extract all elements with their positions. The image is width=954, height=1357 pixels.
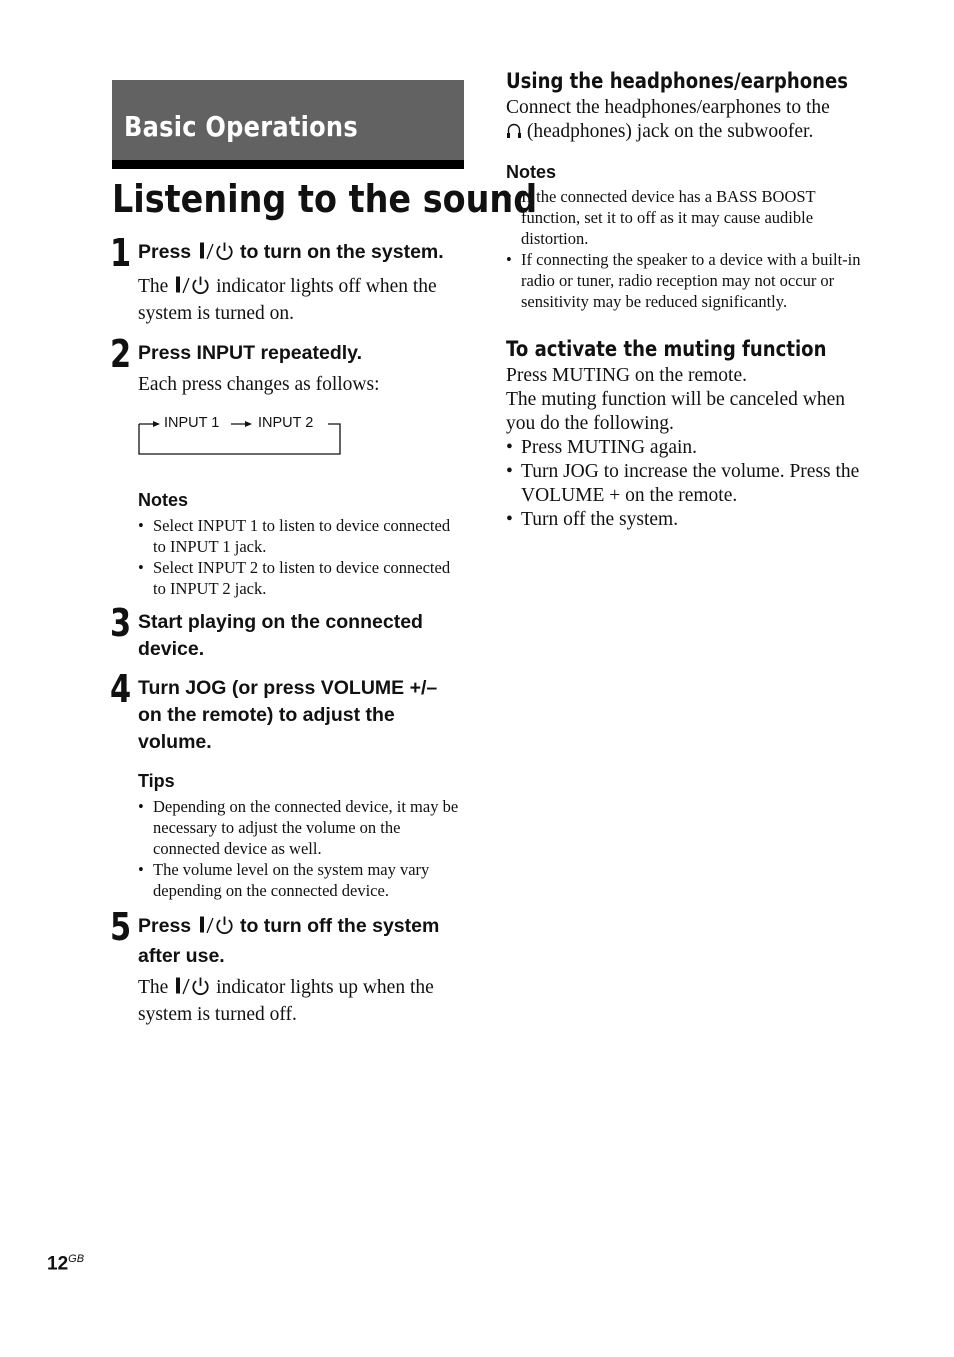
muting-list [506,436,866,532]
tips-label: Tips [138,771,175,791]
list-item: • Select INPUT 2 to listen to device connected to INPUT 2 jack. [138,557,464,599]
step-body: The indicator lights off when the system is turned on. [138,276,437,324]
step-number: 1 [110,231,132,275]
list-item: • The volume level on the system may vary depending on the connected device. [138,859,464,901]
power-standby-icon [173,275,211,302]
step-heading: Press to turn on the system. [138,239,464,269]
notes-list [138,515,464,599]
step-number: 4 [110,667,132,711]
right-column [506,66,866,532]
left-column [110,80,538,1027]
step-heading: Start playing on the connected device. [138,611,423,660]
step-number: 3 [110,601,132,645]
list-item: • Depending on the connected device, it may be necessary to adjust the volume on the connected device as well. [138,796,464,859]
diagram-label-input-2: INPUT 2 [258,415,314,431]
step-heading: Press INPUT repeatedly. [138,342,362,364]
list-item: • Turn JOG to increase the volume. Press the VOLUME + on the remote. [506,460,866,508]
list-item: • If connecting the speaker to a device with a built-in radio or tuner, radio reception may not occur or sensitivity may be reduced significantly. [506,249,866,312]
page-suffix: GB [68,1253,85,1265]
step-1 [110,231,464,326]
step-3 [110,601,464,663]
list-item: • Select INPUT 1 to listen to device connected to INPUT 1 jack. [138,515,464,557]
step-body: Each press changes as follows: [138,374,380,395]
headphones-line-2: (headphones) jack on the subwoofer. [506,120,866,147]
step-4 [110,667,464,901]
muting-paragraph-1: Press MUTING on the remote. [506,365,747,386]
notes-label: Notes [138,490,189,510]
tips-list [138,796,464,901]
notes-label: Notes [506,162,557,182]
page-number: $12^{GB}$ [47,1253,85,1275]
power-standby-icon [197,915,235,943]
power-standby-icon [197,241,235,269]
power-standby-icon [173,976,211,1003]
step-2 [110,332,464,599]
step-body: The indicator lights up when the system is turned off. [138,977,434,1025]
step-number: 5 [110,905,132,949]
section-banner [112,80,464,169]
step-number: 2 [110,332,132,376]
list-item: • Press MUTING again. [506,436,866,460]
muting-paragraph-2: The muting function will be canceled when you do the following. [506,389,845,434]
muting-heading: To activate the muting function [506,337,827,361]
input-cycle-diagram [138,415,342,455]
step-heading: Turn JOG (or press VOLUME +/– on the remote) to adjust the volume. [138,677,438,753]
headphones-line-1: Connect the headphones/earphones to the [506,97,830,118]
notes-list [506,186,866,312]
step-5 [110,905,464,1027]
list-item: • If the connected device has a BASS BOOST function, set it to off as it may cause audible distortion. [506,186,866,249]
section-title: Basic Operations [124,110,358,143]
diagram-label-input-1: INPUT 1 [164,415,220,431]
page-title: Listening to the sound [112,177,538,221]
headphones-icon [506,122,522,147]
step-heading: Press to turn off the system after use. [138,915,440,967]
list-item: • Turn off the system. [506,508,866,532]
headphones-heading: Using the headphones/earphones [506,69,848,93]
